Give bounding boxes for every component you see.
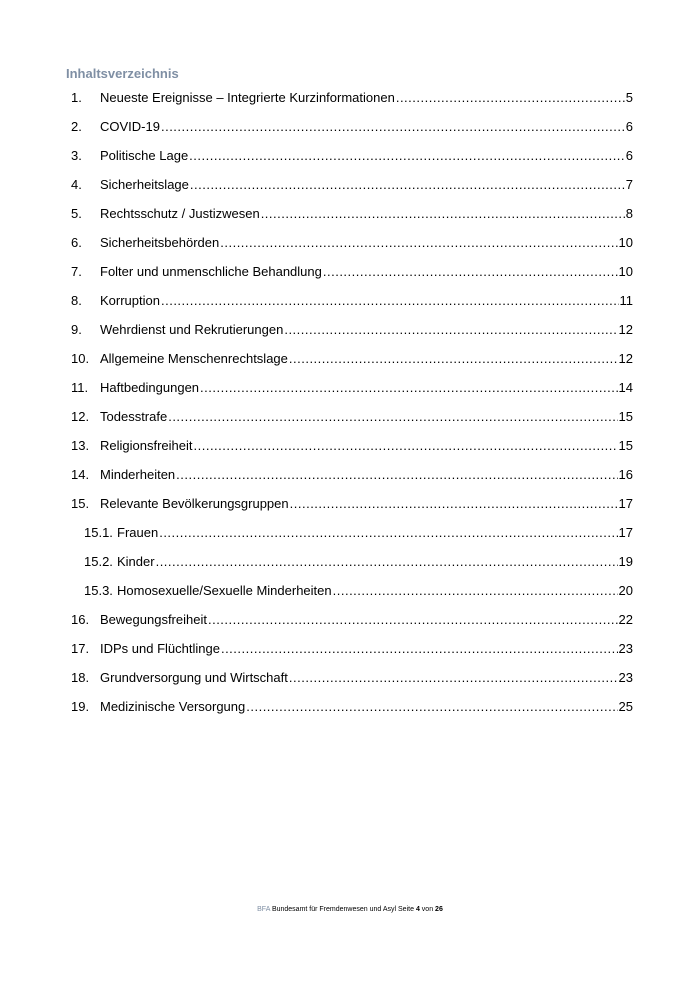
toc-heading: Inhaltsverzeichnis: [66, 66, 179, 81]
footer-page-current: 4: [415, 906, 420, 913]
toc-entry-number: 10.: [71, 351, 90, 366]
toc-entry-3[interactable]: [0, 146, 700, 166]
footer-page-label: Seite: [398, 906, 414, 913]
footer-brand: BFA: [257, 906, 270, 913]
toc-entry-page: 22: [618, 612, 633, 627]
toc-entry-title: Frauen: [117, 525, 159, 540]
toc-entry-page: 23: [618, 670, 633, 685]
toc-entry-page: 17: [618, 496, 633, 511]
toc-entry-number: 2.: [71, 119, 82, 134]
toc-entry-title: Kinder: [117, 554, 155, 569]
toc-dot-leader: [220, 233, 617, 253]
toc-entry-5[interactable]: [0, 204, 700, 224]
toc-entry-number: 9.: [71, 322, 82, 337]
toc-entry-16[interactable]: [0, 610, 700, 630]
toc-entry-15[interactable]: [0, 494, 700, 514]
toc-entry-title: Bewegungsfreiheit: [100, 612, 207, 627]
toc-entry-page: 19: [618, 554, 633, 569]
toc-dot-leader: [261, 204, 625, 224]
toc-entry-number: 16.: [71, 612, 90, 627]
toc-entry-9[interactable]: [0, 320, 700, 340]
toc-dot-leader: [200, 378, 618, 398]
toc-entry-number: 14.: [71, 467, 90, 482]
toc-entry-page: 10: [618, 235, 633, 250]
toc-dot-leader: [194, 436, 618, 456]
toc-entry-title: Sicherheitslage: [100, 177, 189, 192]
toc-dot-leader: [161, 291, 619, 311]
toc-entry-page: 15: [618, 409, 633, 424]
toc-entry-18[interactable]: [0, 668, 700, 688]
toc-entry-title: Folter und unmenschliche Behandlung: [100, 264, 322, 279]
toc-entry-number: 3.: [71, 148, 82, 163]
toc-entry-title: Rechtsschutz / Justizwesen: [100, 206, 260, 221]
toc-entry-title: Grundversorgung und Wirtschaft: [100, 670, 288, 685]
toc-entry-page: 11: [619, 293, 633, 308]
footer-org: Bundesamt für Fremdenwesen und Asyl: [271, 906, 397, 913]
toc-entry-14[interactable]: [0, 465, 700, 485]
toc-dot-leader: [208, 610, 618, 630]
toc-dot-leader: [284, 320, 617, 340]
toc-entry-number: 13.: [71, 438, 90, 453]
toc-entry-title: Allgemeine Menschenrechtslage: [100, 351, 288, 366]
toc-entry-title: Sicherheitsbehörden: [100, 235, 220, 250]
toc-entry-15-1[interactable]: [0, 523, 700, 543]
toc-dot-leader: [246, 697, 617, 717]
toc-entry-page: 20: [618, 583, 633, 598]
toc-entry-page: 14: [618, 380, 633, 395]
toc-entry-number: 11.: [71, 380, 89, 395]
toc-entry-title: Neueste Ereignisse – Integrierte Kurzinformationen: [100, 90, 395, 105]
toc-entry-1[interactable]: [0, 88, 700, 108]
toc-entry-number: 15.2.: [84, 554, 113, 569]
toc-entry-number: 5.: [71, 206, 82, 221]
toc-entry-page: 23: [618, 641, 633, 656]
toc-entry-number: 19.: [71, 699, 90, 714]
toc-entry-page: 25: [618, 699, 633, 714]
toc-entry-10[interactable]: [0, 349, 700, 369]
toc-entry-number: 15.: [71, 496, 90, 511]
toc-entry-title: IDPs und Flüchtlinge: [100, 641, 220, 656]
toc-dot-leader: [289, 668, 618, 688]
toc-dot-leader: [396, 88, 625, 108]
toc-dot-leader: [290, 494, 618, 514]
toc-entry-page: 7: [625, 177, 633, 192]
toc-entry-title: Wehrdienst und Rekrutierungen: [100, 322, 284, 337]
toc-entry-number: 17.: [71, 641, 90, 656]
toc-dot-leader: [221, 639, 618, 659]
toc-entry-title: Korruption: [100, 293, 160, 308]
toc-entry-page: 8: [625, 206, 633, 221]
toc-entry-number: 6.: [71, 235, 82, 250]
toc-entry-number: 7.: [71, 264, 82, 279]
toc-entry-11[interactable]: [0, 378, 700, 398]
toc-entry-title: Medizinische Versorgung: [100, 699, 246, 714]
toc-entry-title: Haftbedingungen: [100, 380, 200, 395]
toc-entry-number: 15.3.: [84, 583, 113, 598]
toc-entry-13[interactable]: [0, 436, 700, 456]
toc-entry-15-3[interactable]: [0, 581, 700, 601]
toc-entry-page: 17: [618, 525, 633, 540]
toc-entry-page: 12: [618, 351, 633, 366]
toc-entry-page: 15: [618, 438, 633, 453]
toc-entry-number: 12.: [71, 409, 90, 424]
toc-entry-8[interactable]: [0, 291, 700, 311]
footer-page-of: von: [421, 906, 434, 913]
toc-entry-title: Politische Lage: [100, 148, 189, 163]
toc-entry-number: 15.1.: [84, 525, 113, 540]
toc-entry-15-2[interactable]: [0, 552, 700, 572]
toc-entry-page: 6: [625, 148, 633, 163]
toc-entry-page: 12: [618, 322, 633, 337]
toc-entry-title: COVID-19: [100, 119, 160, 134]
toc-entry-number: 4.: [71, 177, 82, 192]
toc-dot-leader: [161, 117, 625, 137]
footer-page-total: 26: [435, 906, 443, 913]
toc-dot-leader: [168, 407, 617, 427]
toc-entry-title: Todesstrafe: [100, 409, 168, 424]
toc-entry-page: 6: [625, 119, 633, 134]
toc-entry-17[interactable]: [0, 639, 700, 659]
toc-dot-leader: [156, 552, 618, 572]
toc-entry-title: Homosexuelle/Sexuelle Minderheiten: [117, 583, 332, 598]
toc-entry-title: Relevante Bevölkerungsgruppen: [100, 496, 289, 511]
toc-entry-6[interactable]: [0, 233, 700, 253]
toc-entry-page: 16: [618, 467, 633, 482]
toc-entry-number: 18.: [71, 670, 90, 685]
toc-entry-page: 5: [625, 90, 633, 105]
toc-dot-leader: [189, 146, 625, 166]
toc-entry-page: 10: [618, 264, 633, 279]
toc-dot-leader: [190, 175, 625, 195]
toc-entry-7[interactable]: [0, 262, 700, 282]
toc-dot-leader: [323, 262, 618, 282]
toc-entry-4[interactable]: [0, 175, 700, 195]
page-footer: [0, 906, 700, 913]
toc-entry-2[interactable]: [0, 117, 700, 137]
toc-entry-19[interactable]: [0, 697, 700, 717]
toc-entry-number: 1.: [71, 90, 82, 105]
toc-dot-leader: [289, 349, 618, 369]
toc-dot-leader: [176, 465, 617, 485]
toc-entry-title: Minderheiten: [100, 467, 176, 482]
toc-entry-number: 8.: [71, 293, 82, 308]
toc-dot-leader: [333, 581, 618, 601]
toc-entry-12[interactable]: [0, 407, 700, 427]
toc-dot-leader: [159, 523, 617, 543]
toc-entry-title: Religionsfreiheit: [100, 438, 193, 453]
